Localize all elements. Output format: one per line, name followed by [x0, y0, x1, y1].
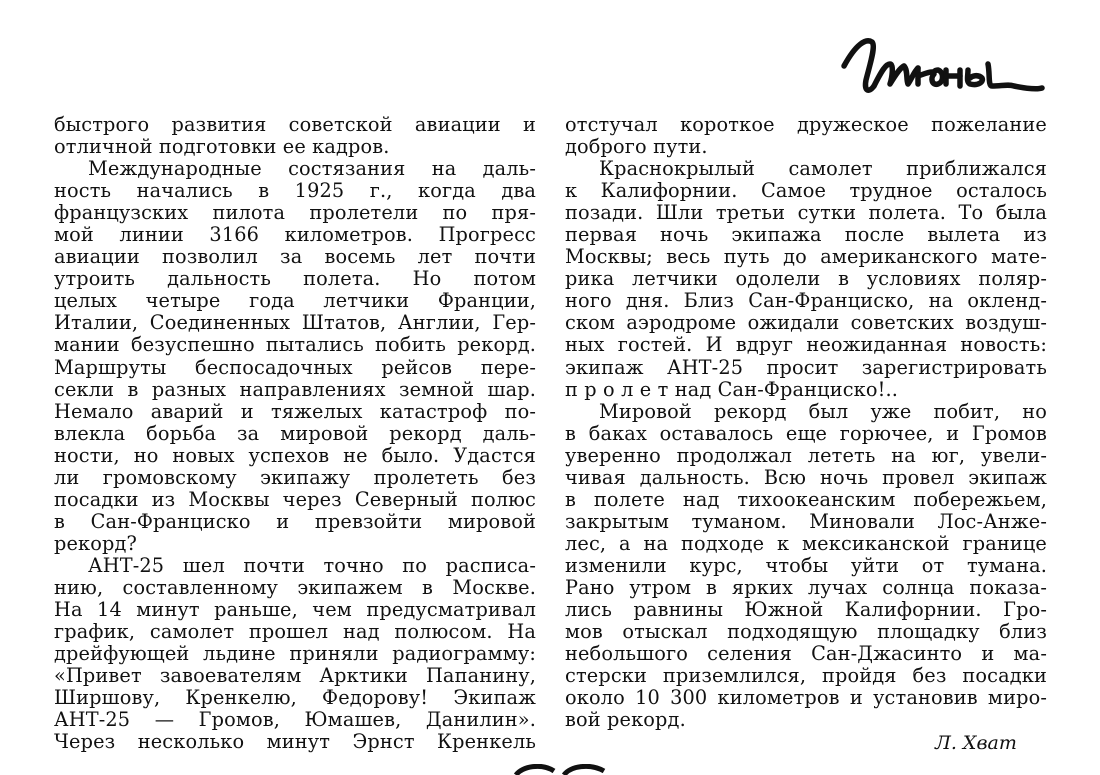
text-line: Италии, Соединенных Штатов, Англии, Гер- — [54, 311, 536, 335]
article-column-right — [565, 114, 1047, 731]
text-line: к Калифорнии. Самое трудное осталось — [565, 179, 1047, 203]
text-line: АНТ-25 шел почти точно по расписа- — [88, 553, 536, 577]
text-line: закрытым туманом. Миновали Лос-Анже- — [565, 509, 1047, 533]
text-line: первая ночь экипажа после вылета из — [565, 223, 1047, 247]
text-line: На 14 минут раньше, чем предусматривал — [54, 598, 536, 622]
text-line: ли громовскому экипажу пролететь без — [54, 465, 536, 489]
text-line: Немало аварий и тяжелых катастроф по- — [54, 399, 536, 423]
text-line: мании безуспешно пытались побить рекорд. — [54, 333, 536, 357]
text-line: ском аэродроме ожидали советских воздуш- — [565, 311, 1047, 335]
text-line: вой рекорд. — [565, 708, 686, 732]
text-line: небольшого селения Сан-Джасинто и ма- — [565, 642, 1047, 666]
text-line: график, самолет прошел над полюсом. На — [54, 620, 536, 644]
text-line: п р о л е т над Сан-Франциско!.. — [565, 377, 899, 401]
text-line: изменили курс, чтобы уйти от тумана. — [565, 553, 1047, 577]
text-line: Рано утром в ярких лучах солнца показа- — [565, 575, 1047, 599]
page-number-fragment — [508, 764, 614, 775]
text-line: доброго пути. — [565, 135, 708, 159]
text-line: «Привет завоевателям Арктики Папанину, — [54, 664, 536, 688]
text-line: быстрого развития советской авиации и — [54, 113, 536, 136]
text-line: влекла борьба за мировой рекорд даль- — [54, 421, 536, 445]
text-line: экипаж АНТ-25 просит зарегистрировать — [565, 355, 1047, 379]
text-line: мов отыскал подходящую площадку близ — [565, 620, 1047, 644]
text-line: около 10 300 километров и установив миро- — [565, 686, 1047, 710]
text-line: Мировой рекорд был уже побит, но — [599, 399, 1047, 423]
text-line: дрейфующей льдине приняли радиограмму: — [54, 642, 536, 666]
text-line: лись равнины Южной Калифорнии. Гро- — [565, 598, 1047, 622]
text-line: мой линии 3166 километров. Прогресс — [54, 223, 536, 247]
text-line: в баках оставалось еще горючее, и Громов — [565, 421, 1047, 445]
text-line: нию, составленному экипажем в Москве. — [54, 575, 536, 599]
text-line: Ширшову, Кренкелю, Федорову! Экипаж — [54, 686, 536, 710]
author-signature: Л. Хват — [935, 732, 1017, 754]
text-line: рика летчики одолели в условиях поляр- — [565, 267, 1047, 291]
text-line: АНТ-25 — Громов, Юмашев, Данилин». — [54, 708, 536, 732]
text-line: Краснокрылый самолет приближался — [599, 157, 1047, 181]
text-line: Маршруты беспосадочных рейсов пере- — [54, 355, 536, 379]
month-script-heading — [838, 34, 1048, 100]
text-line: лес, а на подходе к мексиканской границе — [565, 531, 1047, 555]
text-line: утроить дальность полета. Но потом — [54, 267, 536, 291]
text-line: французских пилота пролетели по пря- — [54, 201, 536, 225]
text-line: ного дня. Близ Сан-Франциско, на окленд- — [565, 289, 1047, 313]
text-line: ных гостей. И вдруг неожиданная новость: — [565, 333, 1047, 357]
text-line: уверенно продолжал лететь на юг, увели- — [565, 443, 1047, 467]
text-line: посадки из Москвы через Северный полюс — [54, 487, 536, 511]
text-line: секли в разных направлениях земной шар. — [54, 377, 536, 401]
text-line: в Сан-Франциско и превзойти мировой — [54, 509, 536, 533]
text-line: чивая дальность. Всю ночь провел экипаж — [565, 465, 1047, 489]
text-line: ность начались в 1925 г., когда два — [54, 179, 536, 203]
text-line: целых четыре года летчики Франции, — [54, 289, 536, 313]
text-line: отстучал короткое дружеское пожелание — [565, 113, 1047, 136]
text-line: в полете над тихоокеанским побережьем, — [565, 487, 1047, 511]
text-line: Международные состязания на даль- — [88, 157, 536, 181]
text-line: отличной подготовки ее кадров. — [54, 135, 390, 159]
article-column-left — [54, 114, 536, 753]
text-line: авиации позволил за восемь лет почти — [54, 245, 536, 269]
text-line: Москвы; весь путь до американского мате- — [565, 245, 1047, 269]
text-line: позади. Шли третьи сутки полета. То была — [565, 201, 1047, 225]
text-line: рекорд? — [54, 531, 138, 555]
text-line: стерски приземлился, пройдя без посадки — [565, 664, 1047, 688]
text-line: ности, но новых успехов не было. Удастся — [54, 443, 536, 467]
text-line: Через несколько минут Эрнст Кренкель — [54, 730, 536, 754]
